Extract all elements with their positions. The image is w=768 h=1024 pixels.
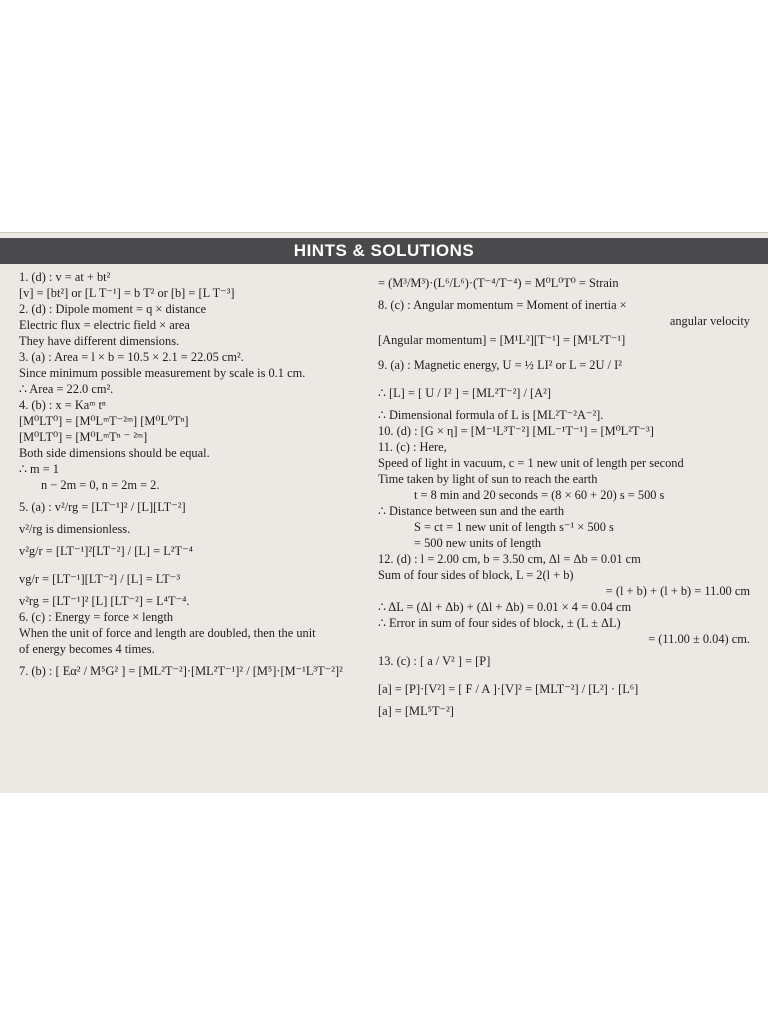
solution-line: = (M³/M³)·(L⁶/L⁶)·(T⁻⁴/T⁻⁴) = M⁰L⁰T⁰ = Strain: [378, 276, 619, 290]
solution-line: [M⁰LT⁰] = [M⁰LᵐTⁿ ⁻ ²ᵐ]: [19, 430, 148, 444]
solution-line: 2. (d) : Dipole moment = q × distance: [19, 302, 207, 316]
solution-line: of energy becomes 4 times.: [19, 642, 155, 656]
solution-line: 11. (c) : Here,: [378, 440, 447, 454]
solution-line: S = ct = 1 new unit of length s⁻¹ × 500 s: [414, 520, 614, 534]
solution-line: n − 2m = 0, n = 2m = 2.: [41, 478, 160, 492]
solution-line: When the unit of force and length are doubled, then the unit: [19, 626, 316, 640]
solution-line: [v] = [bt²] or [L T⁻¹] = b T² or [b] = [L T⁻³]: [19, 286, 235, 300]
solution-line: Sum of four sides of block, L = 2(l + b): [378, 568, 574, 582]
solution-line: = (11.00 ± 0.04) cm.: [648, 632, 750, 646]
solution-line: [a] = [P]·[V²] = [ F / A ]·[V]² = [MLT⁻²] / [L²] · [L⁶]: [378, 682, 639, 696]
solution-line: ∴ [L] = [ U / I² ] = [ML²T⁻²] / [A²]: [378, 386, 551, 400]
solution-line: Since minimum possible measurement by scale is 0.1 cm.: [19, 366, 306, 380]
solution-line: 5. (a) : v²/rg = [LT⁻¹]² / [L][LT⁻²]: [19, 500, 186, 514]
solution-line: 9. (a) : Magnetic energy, U = ½ LI² or L = 2U / I²: [378, 358, 622, 372]
solution-line: 13. (c) : [ a / V² ] = [P]: [378, 654, 491, 668]
solution-line: ∴ m = 1: [19, 462, 59, 476]
solution-line: 4. (b) : x = Kaᵐ tⁿ: [19, 398, 106, 412]
solutions-page: [0, 232, 768, 793]
left-column: [19, 269, 371, 685]
solution-line: = 500 new units of length: [414, 536, 542, 550]
solution-line: ∴ ΔL = (Δl + Δb) + (Δl + Δb) = 0.01 × 4 = 0.04 cm: [378, 600, 632, 614]
section-title: HINTS & SOLUTIONS: [293, 241, 475, 260]
solution-line: 6. (c) : Energy = force × length: [19, 610, 174, 624]
solution-line: t = 8 min and 20 seconds = (8 × 60 + 20) s = 500 s: [414, 488, 665, 502]
solution-line: angular velocity: [669, 314, 750, 328]
solution-line: Time taken by light of sun to reach the earth: [378, 472, 598, 486]
solution-line: Both side dimensions should be equal.: [19, 446, 210, 460]
solution-line: ∴ Distance between sun and the earth: [378, 504, 565, 518]
solution-line: 7. (b) : [ Eα² / M⁵G² ] = [ML²T⁻²]·[ML²T⁻¹]² / [M⁵]·[M⁻¹L³T⁻²]²: [19, 664, 343, 678]
solution-line: v²g/r = [LT⁻¹]²[LT⁻²] / [L] = L²T⁻⁴: [19, 544, 193, 558]
solution-line: 8. (c) : Angular momentum = Moment of inertia ×: [378, 298, 627, 312]
solution-line: = (l + b) + (l + b) = 11.00 cm: [605, 584, 750, 598]
solution-line: Speed of light in vacuum, c = 1 new unit of length per second: [378, 456, 684, 470]
section-banner: [0, 238, 768, 264]
solution-line: ∴ Error in sum of four sides of block, ± (L ± ΔL): [378, 616, 621, 630]
solution-line: They have different dimensions.: [19, 334, 180, 348]
solution-line: ∴ Dimensional formula of L is [ML²T⁻²A⁻²].: [378, 408, 604, 422]
solution-line: vg/r = [LT⁻¹][LT⁻²] / [L] = LT⁻³: [19, 572, 181, 586]
solution-line: 3. (a) : Area = l × b = 10.5 × 2.1 = 22.05 cm².: [19, 350, 244, 364]
solution-line: [M⁰LT⁰] = [M⁰LᵐT⁻²ᵐ] [M⁰L⁰Tⁿ]: [19, 414, 189, 428]
right-column: [378, 269, 750, 719]
solution-line: 12. (d) : l = 2.00 cm, b = 3.50 cm, Δl = Δb = 0.01 cm: [378, 552, 641, 566]
solution-line: ∴ Area = 22.0 cm².: [19, 382, 114, 396]
solution-line: v²/rg is dimensionless.: [19, 522, 131, 536]
solution-line: [a] = [ML⁵T⁻²]: [378, 704, 454, 718]
solution-line: 1. (d) : v = at + bt²: [19, 270, 111, 284]
solution-line: Electric flux = electric field × area: [19, 318, 190, 332]
solution-line: v²rg = [LT⁻¹]² [L] [LT⁻²] = L⁴T⁻⁴.: [19, 594, 190, 608]
solution-line: 10. (d) : [G × η] = [M⁻¹L³T⁻²] [ML⁻¹T⁻¹] = [M⁰L²T⁻³]: [378, 424, 654, 438]
solution-line: [Angular momentum] = [M¹L²][T⁻¹] = [M¹L²T⁻¹]: [378, 333, 626, 347]
